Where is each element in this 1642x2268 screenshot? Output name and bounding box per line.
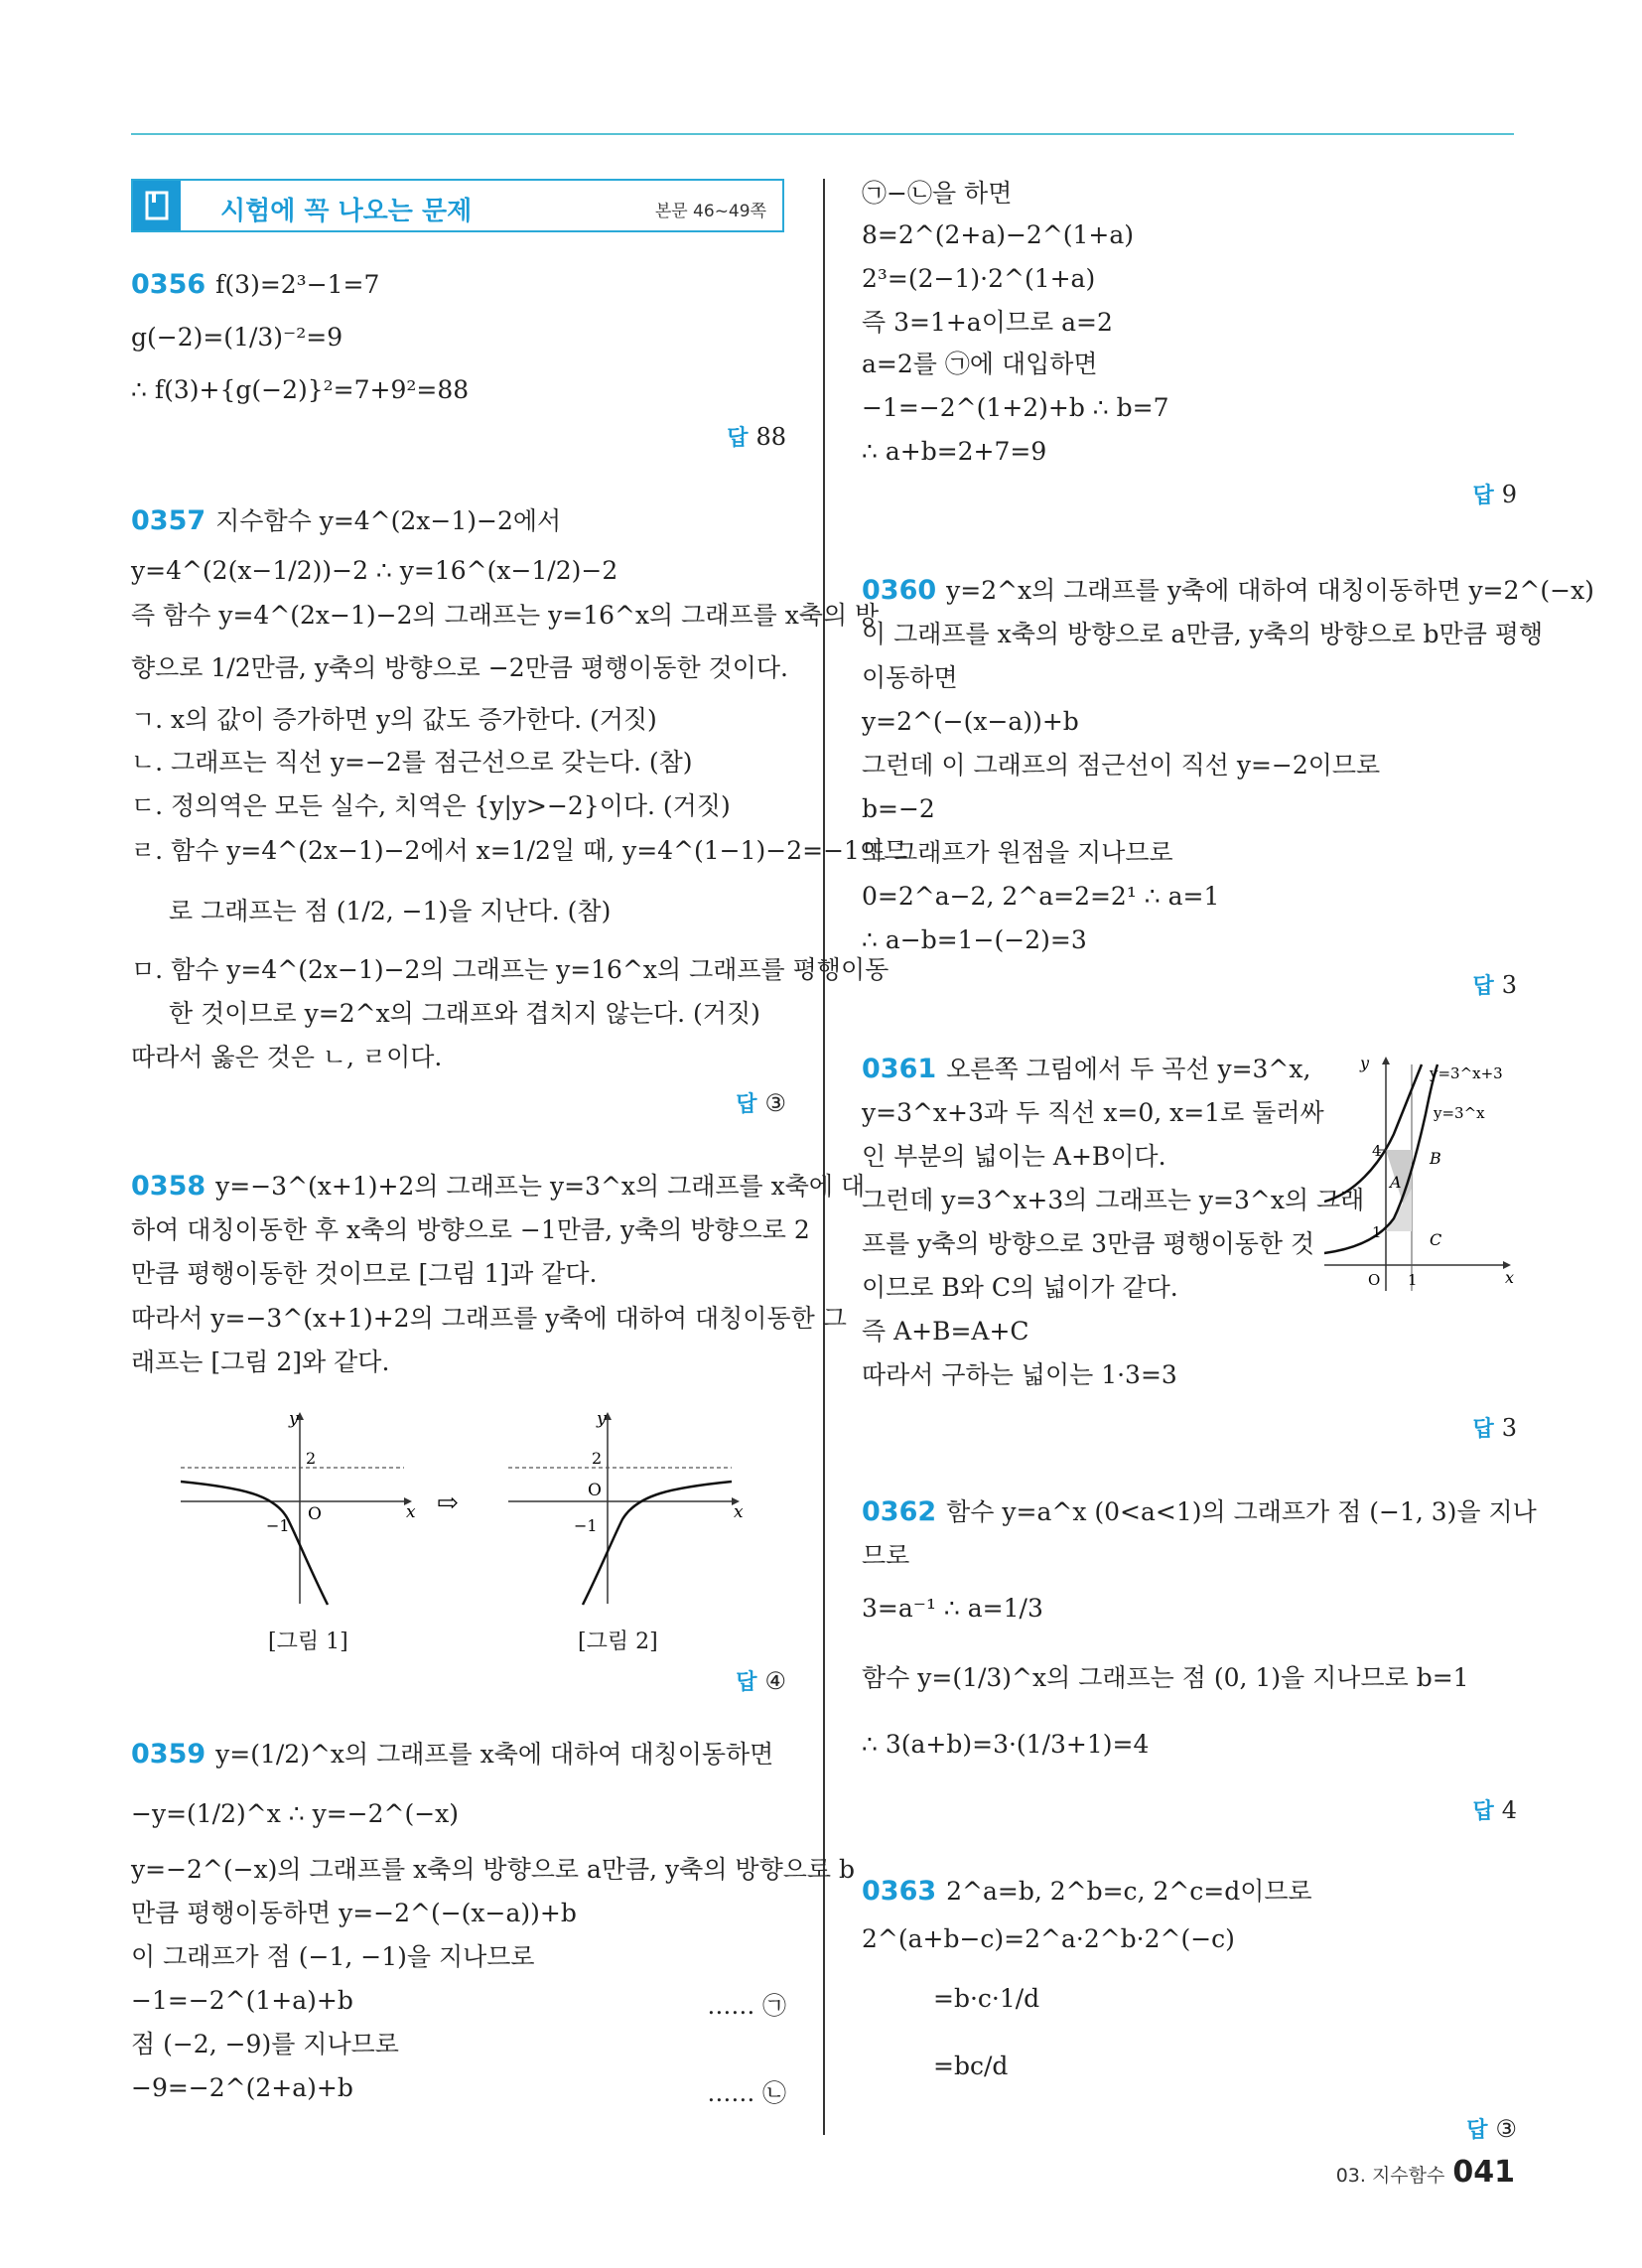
chapter-title: 03. 지수함수 (1335, 2165, 1445, 2187)
problem-0362-line1: 0362 함수 y=a^x (0<a<1)의 그래프가 점 (−1, 3)을 지나 (862, 1496, 1537, 1527)
page-footer (1336, 2155, 1515, 2190)
problem-0359-eq1: −1=−2^(1+a)+b (131, 1986, 353, 2015)
answer-0360: 답 3 (1472, 971, 1517, 999)
problem-0359-line5: 이 그래프가 점 (−1, −1)을 지나므로 (131, 1942, 535, 1971)
problem-0357-line4: 향으로 1/2만큼, y축의 방향으로 −2만큼 평행이동한 것이다. (131, 653, 788, 682)
figure-0361 (1324, 1055, 1517, 1293)
problem-0359-line4: 만큼 평행이동하면 y=−2^(−(x−a))+b (131, 1899, 577, 1927)
problem-0357-conclusion: 따라서 옳은 것은 ㄴ, ㄹ이다. (131, 1043, 443, 1071)
problem-0362-line5: ∴ 3(a+b)=3·(1/3+1)=4 (862, 1730, 1150, 1759)
section-title: 시험에 꼭 나오는 문제 (220, 197, 473, 226)
top-rule (131, 133, 1514, 135)
problem-0361-line2: y=3^x+3과 두 직선 x=0, x=1로 둘러싸 (862, 1098, 1324, 1127)
problem-0360-line3: 이동하면 (862, 663, 958, 692)
arrow-icon: ⇨ (437, 1488, 459, 1518)
problem-0359-cont2: 8=2^(2+a)−2^(1+a) (862, 220, 1135, 249)
problem-0356-line1: 0356 f(3)=2³−1=7 (131, 269, 380, 300)
problem-0357-item3: ㄷ. 정의역은 모든 실수, 치역은 {y|y>−2}이다. (거짓) (131, 791, 731, 820)
answer-0359: 답 9 (1472, 481, 1517, 508)
problem-number: 0356 (131, 269, 206, 300)
problem-0357-line2: y=4^(2(x−1/2))−2 ∴ y=16^(x−1/2)−2 (131, 556, 618, 585)
fig1-x-label: x (406, 1502, 416, 1522)
problem-0361-line3: 인 부분의 넓이는 A+B이다. (862, 1142, 1166, 1171)
answer-0357: 답 ③ (736, 1089, 786, 1117)
problem-0360-line1: 0360 y=2^x의 그래프를 y축에 대하여 대칭이동하면 y=2^(−x) (862, 575, 1594, 606)
problem-0360-line4: y=2^(−(x−a))+b (862, 707, 1079, 736)
fig2-minus-one-label: −1 (574, 1516, 598, 1535)
fig-y-label: y (1360, 1055, 1370, 1072)
problem-number: 0360 (862, 575, 937, 606)
problem-0358-line1: 0358 y=−3^(x+1)+2의 그래프는 y=3^x의 그래프를 x축에 대 (131, 1171, 866, 1202)
problem-0363-line1: 0363 2^a=b, 2^b=c, 2^c=d이므로 (862, 1876, 1312, 1907)
problem-0363-line4: =bc/d (933, 2052, 1009, 2080)
fig1-two-label: 2 (306, 1449, 317, 1468)
problem-0358-line4: 따라서 y=−3^(x+1)+2의 그래프를 y축에 대하여 대칭이동한 그 (131, 1304, 847, 1333)
problem-0361-line1: 0361 오른쪽 그림에서 두 곡선 y=3^x, (862, 1054, 1311, 1084)
problem-0359-cont6: −1=−2^(1+2)+b ∴ b=7 (862, 393, 1169, 422)
problem-number: 0357 (131, 505, 206, 536)
fig-curve2-label: y=3^x (1434, 1104, 1485, 1122)
section-page-ref: 본문 46~49쪽 (654, 202, 766, 221)
problem-0359-line7: 점 (−2, −9)를 지나므로 (131, 2030, 399, 2058)
answer-0361: 답 3 (1472, 1414, 1517, 1442)
fig2-two-label: 2 (592, 1449, 603, 1468)
fig2-x-label: x (734, 1502, 744, 1522)
problem-0359-cont1: ㉠−㉡을 하면 (862, 179, 1013, 208)
problem-0357-item2: ㄴ. 그래프는 직선 y=−2를 점근선으로 갖는다. (참) (131, 748, 693, 777)
problem-0362-line2: 므로 (862, 1541, 910, 1570)
problem-0357-item4-cont: 로 그래프는 점 (1/2, −1)을 지난다. (참) (169, 897, 612, 925)
problem-0358-line5: 래프는 [그림 2]와 같다. (131, 1347, 390, 1376)
fig-x-label: x (1505, 1268, 1515, 1287)
problem-0361-line6: 이므로 B와 C의 넓이가 같다. (862, 1273, 1178, 1302)
figure-2-caption: [그림 2] (578, 1630, 658, 1654)
fig-one-label: 1 (1372, 1223, 1382, 1241)
fig-four-label: 4 (1372, 1142, 1382, 1160)
problem-0360-line2: 이 그래프를 x축의 방향으로 a만큼, y축의 방향으로 b만큼 평행 (862, 620, 1544, 648)
problem-0360-line9: ∴ a−b=1−(−2)=3 (862, 925, 1087, 954)
problem-number: 0361 (862, 1054, 937, 1084)
fig1-origin-label: O (308, 1504, 322, 1524)
problem-0358-line2: 하여 대칭이동한 후 x축의 방향으로 −1만큼, y축의 방향으로 2 (131, 1215, 810, 1244)
figure-0358 (181, 1410, 756, 1609)
equation-marker-1: …… ㉠ (707, 1992, 786, 2020)
problem-0363-line2: 2^(a+b−c)=2^a·2^b·2^(−c) (862, 1924, 1235, 1953)
problem-0361-line8: 따라서 구하는 넓이는 1·3=3 (862, 1360, 1177, 1389)
problem-0357-line1: 0357 지수함수 y=4^(2x−1)−2에서 (131, 505, 562, 536)
figure-1-caption: [그림 1] (268, 1630, 348, 1654)
fig-region-a-label: A (1390, 1173, 1402, 1192)
section-banner (131, 179, 784, 232)
problem-0360-line5: 그런데 이 그래프의 점근선이 직선 y=−2이므로 (862, 751, 1381, 780)
problem-0356-line3: ∴ f(3)+{g(−2)}²=7+9²=88 (131, 375, 470, 404)
fig-origin-label: O (1368, 1271, 1381, 1289)
problem-0359-cont3: 2³=(2−1)·2^(1+a) (862, 264, 1096, 293)
problem-0357-item5-cont: 한 것이므로 y=2^x의 그래프와 겹치지 않는다. (거짓) (169, 999, 760, 1028)
problem-0357-item4: ㄹ. 함수 y=4^(2x−1)−2에서 x=1/2일 때, y=4^(1−1)−2=−1이므 (131, 836, 908, 865)
problem-0362-line4: 함수 y=(1/3)^x의 그래프는 점 (0, 1)을 지나므로 b=1 (862, 1663, 1469, 1692)
answer-0358: 답 ④ (736, 1667, 786, 1695)
fig1-minus-one-label: −1 (266, 1516, 290, 1535)
answer-0362: 답 4 (1472, 1796, 1517, 1824)
problem-0356-line2: g(−2)=(1/3)⁻²=9 (131, 323, 343, 352)
book-icon (133, 181, 181, 230)
fig2-origin-label: O (588, 1481, 602, 1500)
problem-0359-cont7: ∴ a+b=2+7=9 (862, 437, 1047, 466)
fig-x-one-label: 1 (1408, 1271, 1418, 1289)
problem-0361-line7: 즉 A+B=A+C (862, 1317, 1029, 1346)
fig2-y-label: y (597, 1410, 607, 1429)
fig-curve1-label: y=3^x+3 (1430, 1064, 1503, 1082)
problem-0359-line2: −y=(1/2)^x ∴ y=−2^(−x) (131, 1799, 460, 1828)
problem-number: 0363 (862, 1876, 937, 1907)
problem-0363-line3: =b·c·1/d (933, 1984, 1040, 2013)
answer-0356: 답 88 (727, 423, 786, 451)
fig1-y-label: y (289, 1410, 299, 1429)
problem-0362-line3: 3=a⁻¹ ∴ a=1/3 (862, 1594, 1043, 1623)
answer-0363: 답 ③ (1466, 2115, 1517, 2143)
problem-0359-line3: y=−2^(−x)의 그래프를 x축의 방향으로 a만큼, y축의 방향으로 b (131, 1855, 855, 1884)
problem-0361-line5: 프를 y축의 방향으로 3만큼 평행이동한 것 (862, 1229, 1315, 1258)
problem-0358-line3: 만큼 평행이동한 것이므로 [그림 1]과 같다. (131, 1259, 598, 1288)
fig-region-b-label: B (1430, 1149, 1441, 1168)
problem-0359-cont4: 즉 3=1+a이므로 a=2 (862, 308, 1113, 337)
problem-number: 0359 (131, 1739, 206, 1770)
page-number: 041 (1452, 2155, 1515, 2190)
figure-1-graph (181, 1410, 416, 1605)
problem-0357-item1: ㄱ. x의 값이 증가하면 y의 값도 증가한다. (거짓) (131, 705, 657, 734)
problem-0360-line6: b=−2 (862, 794, 935, 823)
column-divider (823, 179, 825, 2135)
equation-marker-2: …… ㉡ (707, 2079, 786, 2107)
problem-0357-item5: ㅁ. 함수 y=4^(2x−1)−2의 그래프는 y=16^x의 그래프를 평행이동 (131, 955, 889, 984)
problem-0359-line1: 0359 y=(1/2)^x의 그래프를 x축에 대하여 대칭이동하면 (131, 1739, 774, 1770)
fig-region-c-label: C (1430, 1230, 1442, 1249)
problem-number: 0358 (131, 1171, 206, 1202)
problem-0360-line8: 0=2^a−2, 2^a=2=2¹ ∴ a=1 (862, 882, 1220, 911)
problem-0357-line3: 즉 함수 y=4^(2x−1)−2의 그래프는 y=16^x의 그래프를 x축의 방 (131, 601, 880, 630)
problem-number: 0362 (862, 1496, 937, 1527)
problem-0360-line7: 또 그래프가 원점을 지나므로 (862, 838, 1173, 867)
problem-0361-line4: 그런데 y=3^x+3의 그래프는 y=3^x의 그래 (862, 1186, 1365, 1214)
problem-0359-eq2: −9=−2^(2+a)+b (131, 2073, 353, 2102)
problem-0359-cont5: a=2를 ㉠에 대입하면 (862, 350, 1098, 378)
figure-2-graph (508, 1410, 744, 1605)
